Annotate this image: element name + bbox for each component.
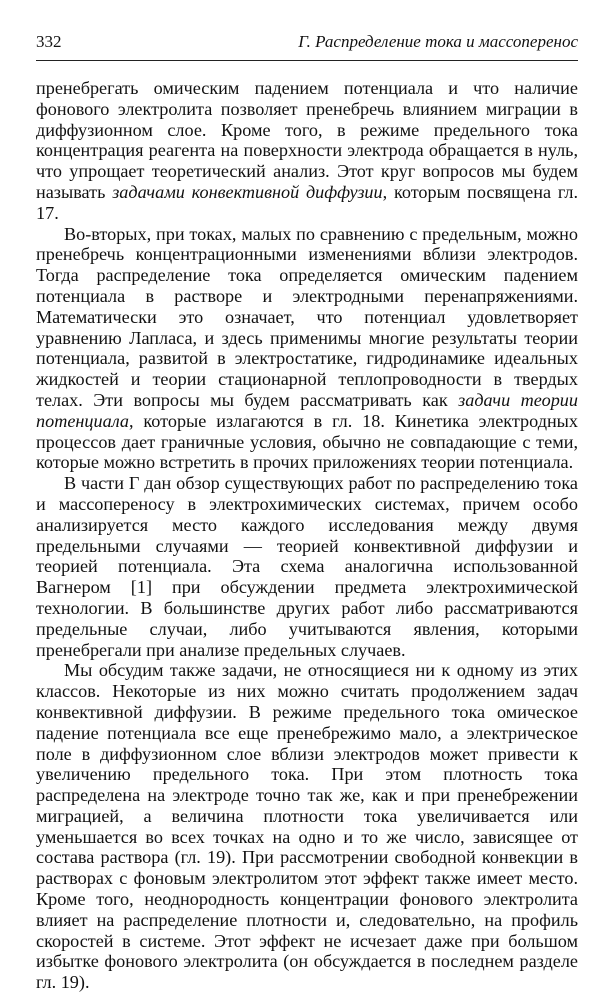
paragraph-3: В части Г дан обзор существующих работ по распределению тока и массопереносу в электрохимических системах, причем особо анализируется место каждого исследования между двумя предельными случаями — теорией конвективной диффузии и теорией потенциала. Эта схема аналогична использованной Вагнером [1] при обсуждении предмета электрохимической технологии. В большинстве других работ либо рассматриваются предельные случаи, либо учитываются явления, которыми пренебрегали при анализе предельных случаев. — [36, 473, 578, 660]
paragraph-2-text-end: , которые излагаются в гл. 18. Кинетика электродных процессов дает граничные условия, обычно не совпадающие с теми, которые можно встретить в прочих приложениях теории потенциала. — [36, 410, 578, 473]
body-text — [36, 78, 578, 993]
paragraph-1 — [36, 78, 578, 224]
paragraph-2-text: Во-вторых, при токах, малых по сравнению с предельным, можно пренебречь концентрационными изменениями вблизи электродов. Тогда распределение тока определяется омическим падением потенциала в растворе и электродными перенапряжениями. Математически это означает, что потенциал удовлетворяет уравнению Лапласа, и здесь применимы многие результаты теории потенциала, развитой в электростатике, гидродинамике идеальных жидкостей и теории стационарной теплопроводности в твердых телах. Эти вопросы мы будем рассматривать как — [36, 223, 578, 410]
paragraph-4: Мы обсудим также задачи, не относящиеся ни к одному из этих классов. Некоторые из них можно считать продолжением задач конвективной диффузии. В режиме предельного тока омическое падение потенциала все еще пренебрежимо мало, а электрическое поле в диффузионном слое вблизи электродов может привести к увеличению предельного тока. При этом плотность тока распределена на электроде точно так же, как и при пренебрежении миграцией, а величина плотности тока увеличивается или уменьшается во всех точках на одно и то же число, зависящее от состава раствора (гл. 19). При рассмотрении свободной конвекции в растворах с фоновым электролитом этот эффект также имеет место. Кроме того, неоднородность концентрации фонового электролита влияет на распределение плотности и, следовательно, на профиль скоростей в системе. Этот эффект не исчезает даже при большом избытке фонового электролита (он обсуждается в последнем разделе гл. 19). — [36, 660, 578, 993]
paragraph-2 — [36, 224, 578, 474]
paragraph-1-emphasis: задачами конвективной диффузии — [112, 181, 383, 202]
running-title: Г. Распределение тока и массоперенос — [298, 32, 578, 51]
paragraph-2-emphasis: задачи теории потенциала — [36, 389, 578, 431]
page-header — [36, 32, 578, 61]
paragraph-1-text-end: , которым посвящена гл. 17. — [36, 181, 579, 223]
page-number: 332 — [36, 32, 62, 51]
paragraph-1-text: пренебрегать омическим падением потенциала и что наличие фонового электролита позволяет пренебречь влиянием миграции в диффузионном слое. Кроме того, в режиме предельного тока концентрация реагента на поверхности электрода обращается в нуль, что упрощает теоретический анализ. Этот круг вопросов мы будем называть — [36, 78, 578, 202]
